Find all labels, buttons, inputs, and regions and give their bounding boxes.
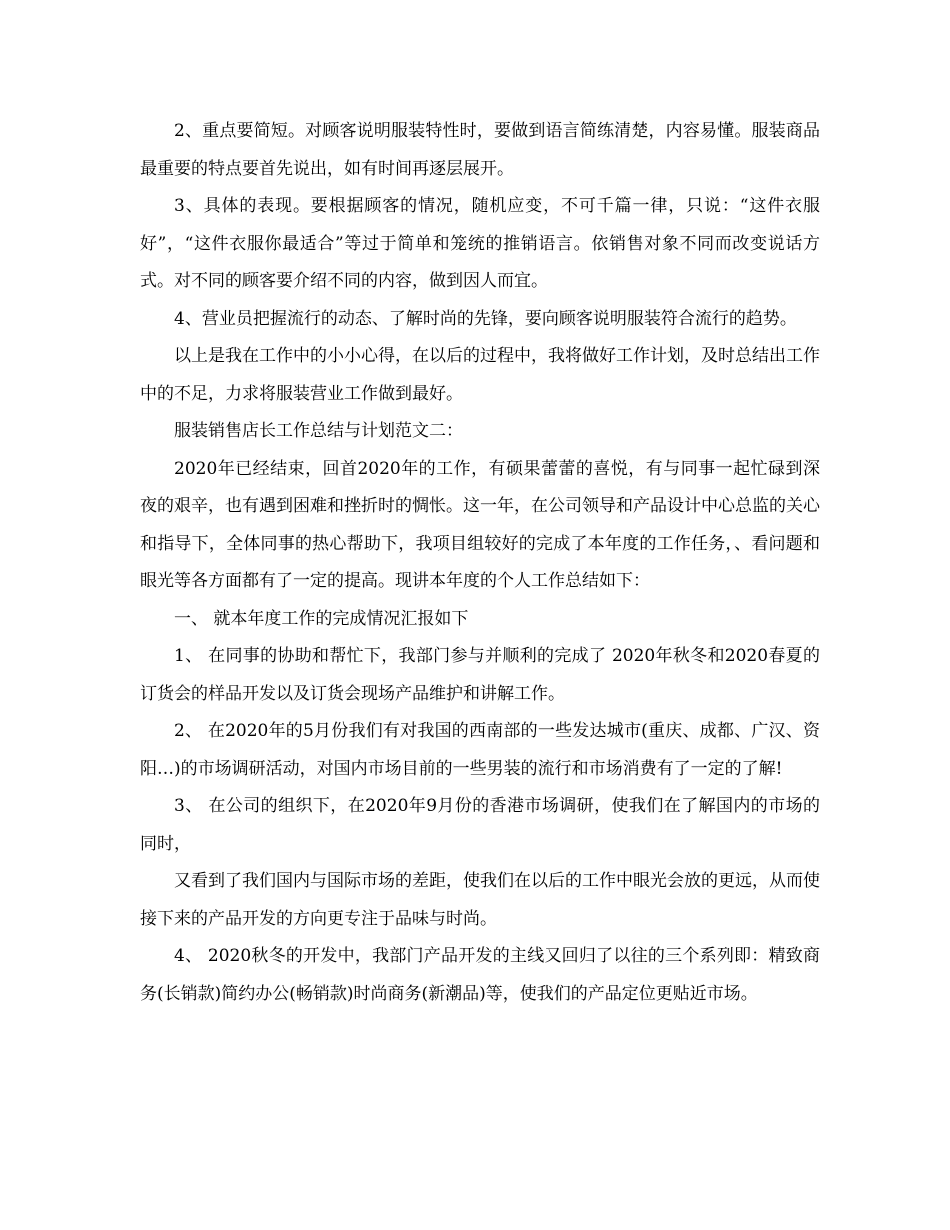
subheading-work-completion: 一、 就本年度工作的完成情况汇报如下 [174, 608, 469, 629]
paragraph-tip-3: 3、具体的表现。要根据顾客的情况，随机应变，不可千篇一律，只说：“这件衣服好”，“这件衣服你最适合”等过于简单和笼统的推销语言。依销售对象不同而改变说话方式。对不同的顾客要介绍不同的内容，做到因人而宜。 [140, 196, 820, 291]
paragraph-tip-2: 2、重点要简短。对顾客说明服装特性时，要做到语言简练清楚，内容易懂。服装商品最重要的特点要首先说出，如有时间再逐层展开。 [140, 121, 820, 179]
paragraph-item-1: 1、 在同事的协助和帮忙下，我部门参与并顺利的完成了 2020年秋冬和2020春夏的订货会的样品开发以及订货会现场产品维护和讲解工作。 [140, 646, 820, 704]
document-body [140, 113, 820, 1013]
paragraph-item-3: 3、 在公司的组织下，在2020年9月份的香港市场调研，使我们在了解国内的市场的同时， [140, 796, 820, 854]
paragraph-item-2: 2、 在2020年的5月份我们有对我国的西南部的一些发达城市(重庆、成都、广汉、资阳…)的市场调研活动，对国内市场目前的一些男装的流行和市场消费有了一定的了解! [140, 721, 820, 779]
paragraph-year-intro: 2020年已经结束，回首2020年的工作，有硕果蕾蕾的喜悦，有与同事一起忙碌到深夜的艰辛，也有遇到困难和挫折时的惆怅。这一年，在公司领导和产品设计中心总监的关心和指导下，全体同事的热心帮助下，我项目组较好的完成了本年度的工作任务，、看问题和眼光等各方面都有了一定的提高。现讲本年度的个人工作总结如下： [140, 458, 820, 591]
paragraph-conclusion: 以上是我在工作中的小小心得，在以后的过程中，我将做好工作计划，及时总结出工作中的不足，力求将服装营业工作做到最好。 [140, 346, 820, 404]
paragraph-tip-4: 4、营业员把握流行的动态、了解时尚的先锋，要向顾客说明服装符合流行的趋势。 [174, 308, 797, 329]
paragraph-item-3-continued: 又看到了我们国内与国际市场的差距，使我们在以后的工作中眼光会放的更远，从而使接下来的产品开发的方向更专注于品味与时尚。 [140, 871, 820, 929]
paragraph-item-4: 4、 2020秋冬的开发中，我部门产品开发的主线又回归了以往的三个系列即：精致商务(长销款)简约办公(畅销款)时尚商务(新潮品)等，使我们的产品定位更贴近市场。 [140, 946, 820, 1004]
section-heading-sample-two: 服装销售店长工作总结与计划范文二： [174, 421, 463, 441]
